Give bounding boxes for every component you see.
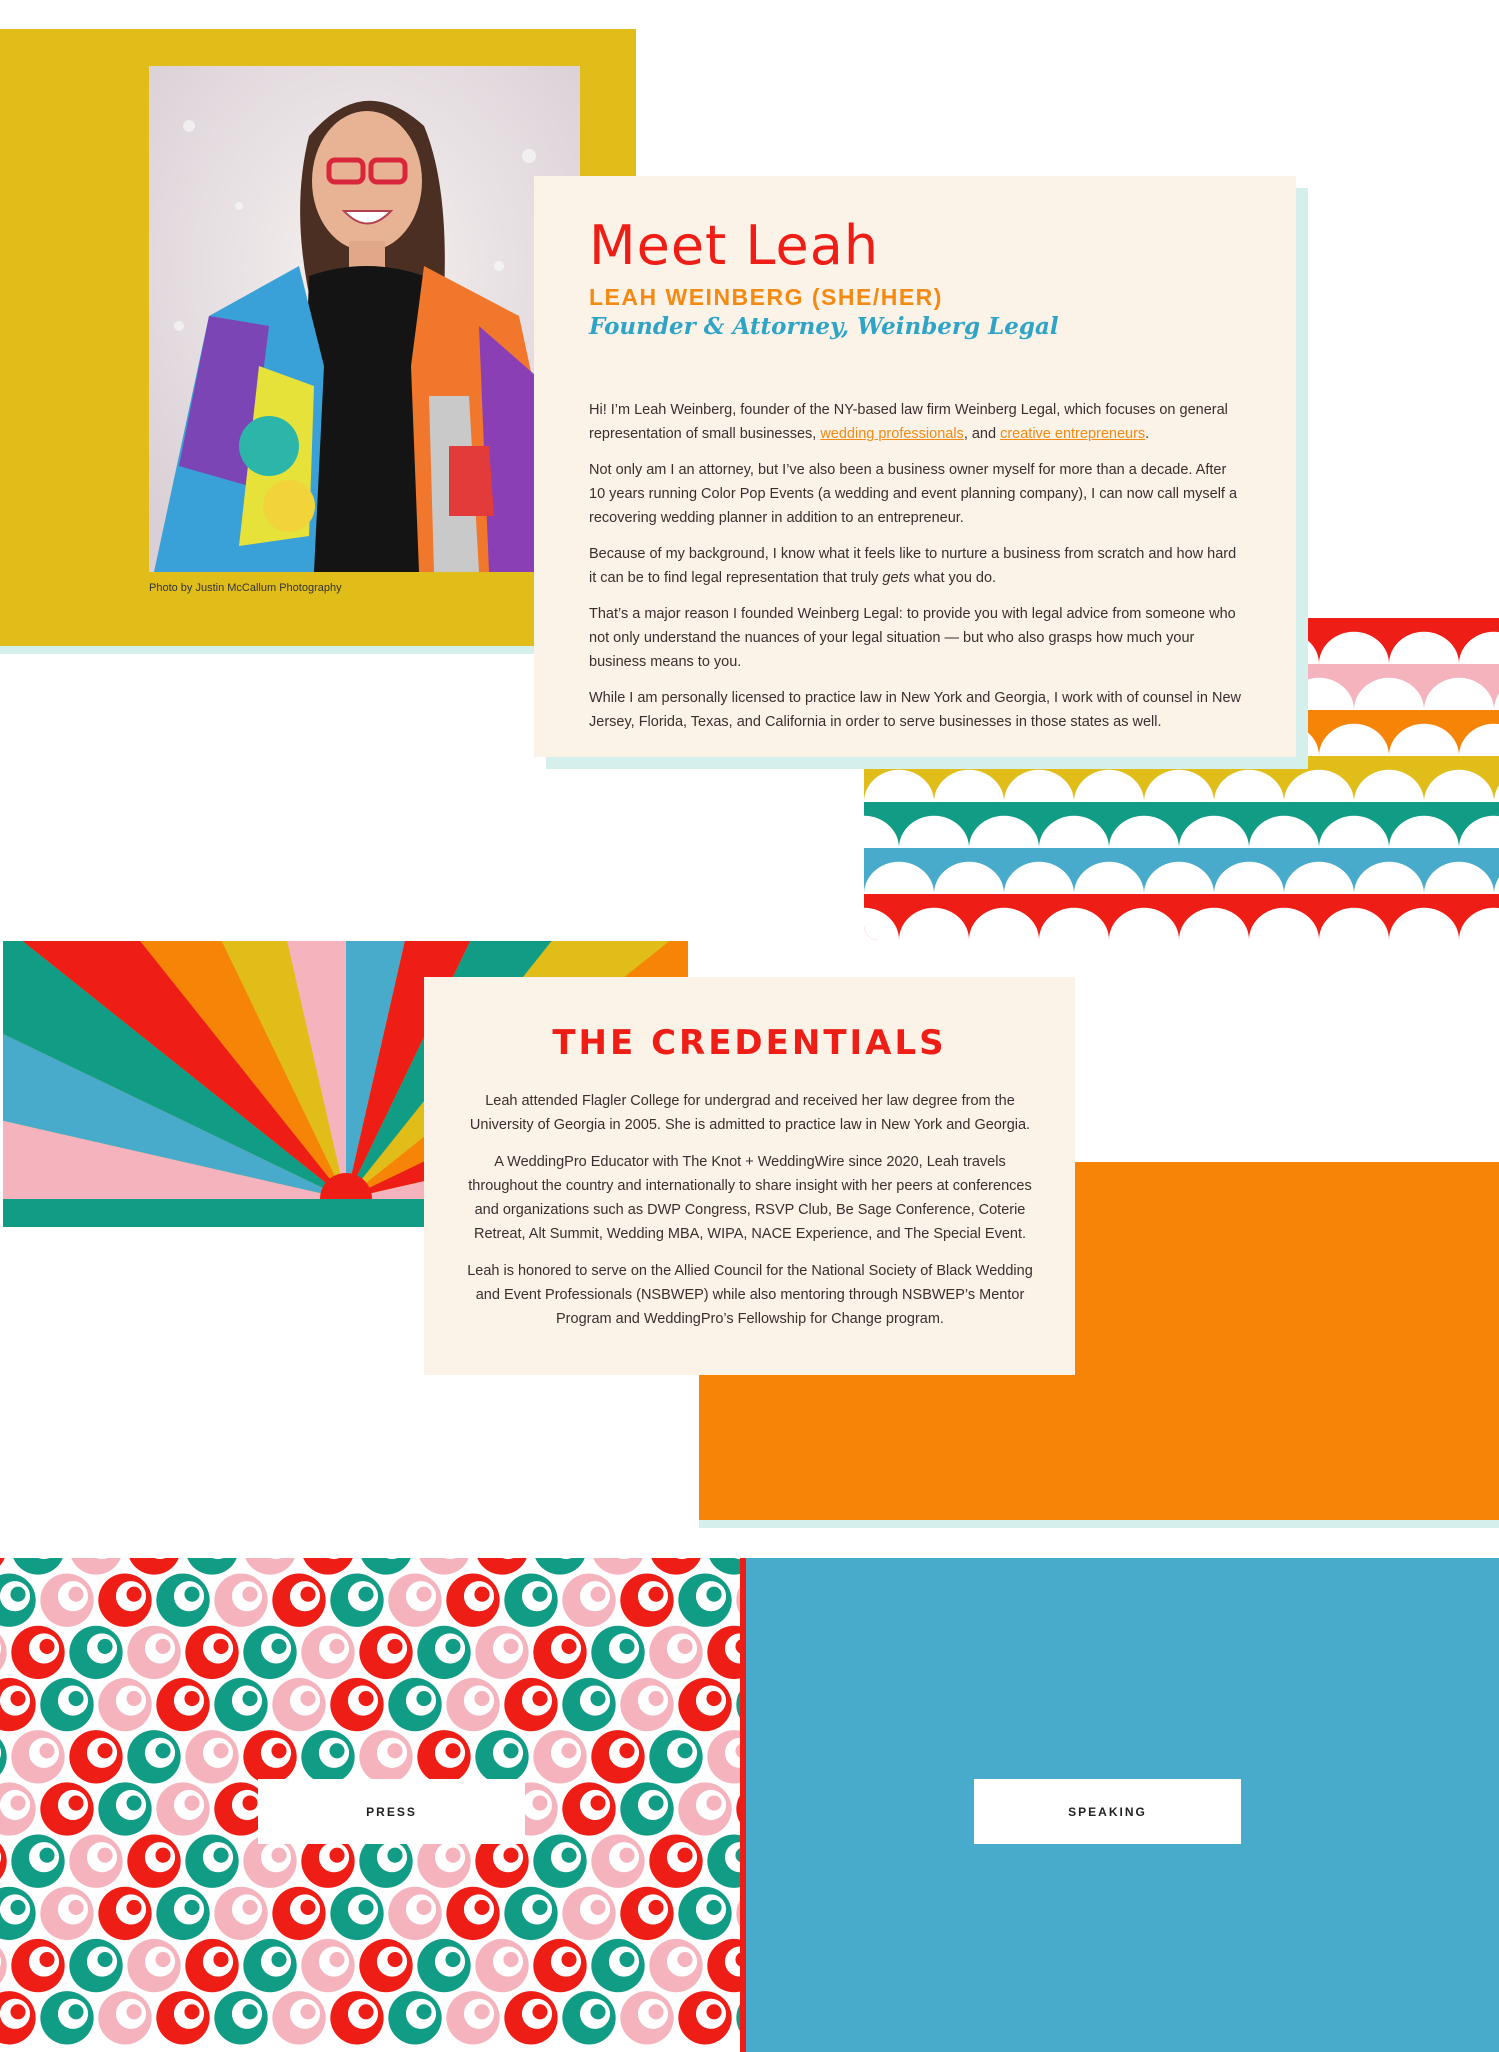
wedding-professionals-link[interactable]: wedding professionals <box>820 426 964 442</box>
meet-leah-card <box>534 176 1296 757</box>
bio-paragraph-3: Because of my background, I know what it feels like to nurture a business from scratch and how hard it can be to find legal representation that truly gets what you do. <box>589 546 1237 586</box>
bio-paragraph-4: That’s a major reason I founded Weinberg Legal: to provide you with legal advice from someone who not only understand the nuances of your legal situation — but who also grasps how much your business means to you. <box>589 606 1236 670</box>
bio-text <box>589 398 1245 746</box>
bio-paragraph-1: Hi! I’m Leah Weinberg, founder of the NY-based law firm Weinberg Legal, which focuses on general representation of small businesses, wedding professionals, and creative entrepreneurs. <box>589 402 1228 442</box>
credentials-text <box>460 1089 1040 1344</box>
speaking-button[interactable]: SPEAKING <box>974 1779 1241 1844</box>
creative-entrepreneurs-link[interactable]: creative entrepreneurs <box>1000 426 1146 442</box>
bio-paragraph-2: Not only am I an attorney, but I’ve also been a business owner myself for more than a decade. After 10 years running Color Pop Events (a wedding and event planning company), I can now call myself a recovering wedding planner in addition to an entrepreneur. <box>589 462 1238 526</box>
credentials-card <box>424 977 1075 1375</box>
press-button[interactable]: PRESS <box>258 1779 525 1844</box>
credentials-paragraph-1: Leah attended Flagler College for undergrad and received her law degree from the University of Georgia in 2005. She is admitted to practice law in New York and Georgia. <box>469 1093 1031 1133</box>
bio-paragraph-5: While I am personally licensed to practice law in New York and Georgia, I work with of counsel in New Jersey, Florida, Texas, and California in order to serve businesses in those states as well. <box>589 690 1241 730</box>
role-title: Founder & Attorney, Weinberg Legal <box>589 313 1059 340</box>
photo-credit: Photo by Justin McCallum Photography <box>149 582 342 594</box>
name-pronouns: LEAH WEINBERG (SHE/HER) <box>589 284 943 310</box>
leah-portrait-photo <box>149 66 580 572</box>
credentials-title: THE CREDENTIALS <box>552 1023 947 1063</box>
credentials-paragraph-2: A WeddingPro Educator with The Knot + WeddingWire since 2020, Leah travels throughout the country and internationally to share insight with her peers at conferences and organizations such as DWP Congress, RSVP Club, Be Sage Conference, Coterie Retreat, Alt Summit, Wedding MBA, WIPA, NACE Experience, and The Special Event. <box>468 1154 1032 1242</box>
meet-title: Meet Leah <box>589 214 880 277</box>
credentials-paragraph-3: Leah is honored to serve on the Allied Council for the National Society of Black Wedding and Event Professionals (NSBWEP) while also mentoring through NSBWEP’s Mentor Program and WeddingPro’s Fellowship for Change program. <box>467 1263 1033 1327</box>
